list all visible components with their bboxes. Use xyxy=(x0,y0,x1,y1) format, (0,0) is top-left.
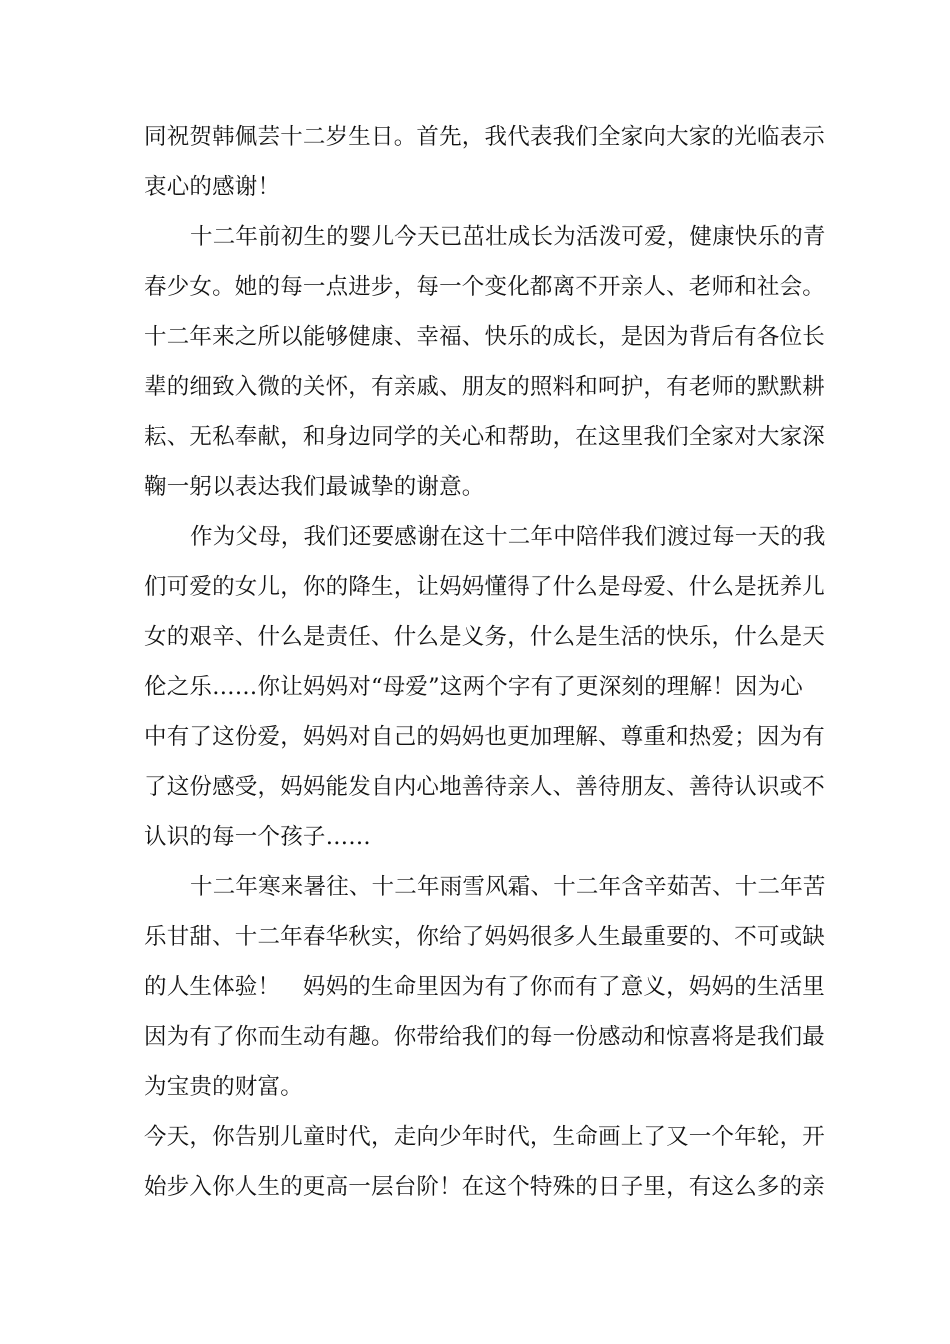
text-line: 十二年前初生的婴儿今天已茁壮成长为活泼可爱，健康快乐的青 xyxy=(190,224,826,250)
text-line: 因为有了你而生动有趣。你带给我们的每一份感动和惊喜将是我们最 xyxy=(144,1024,826,1050)
text-line: 为宝贵的财富。 xyxy=(144,1074,303,1100)
text-line: 春少女。她的每一点进步，每一个变化都离不开亲人、老师和社会。 xyxy=(144,274,826,300)
text-line: 辈的细致入微的关怀，有亲戚、朋友的照料和呵护，有老师的默默耕 xyxy=(144,374,826,400)
text-line: 十二年寒来暑往、十二年雨雪风霜、十二年含辛茹苦、十二年苦 xyxy=(190,874,826,900)
text-line: 伦之乐……你让妈妈对“母爱”这两个字有了更深刻的理解！因为心 xyxy=(144,674,804,700)
text-line: 女的艰辛、什么是责任、什么是义务，什么是生活的快乐，什么是天 xyxy=(144,624,826,650)
text-line: 鞠一躬以表达我们最诚挚的谢意。 xyxy=(144,474,485,500)
text-line: 乐甘甜、十二年春华秋实，你给了妈妈很多人生最重要的、不可或缺 xyxy=(144,924,826,950)
text-line: 作为父母，我们还要感谢在这十二年中陪伴我们渡过每一天的我 xyxy=(190,524,826,550)
text-line: 的人生体验！ 妈妈的生命里因为有了你而有了意义，妈妈的生活里 xyxy=(144,974,826,1000)
text-line: 十二年来之所以能够健康、幸福、快乐的成长，是因为背后有各位长 xyxy=(144,324,826,350)
text-line: 们可爱的女儿，你的降生，让妈妈懂得了什么是母爱、什么是抚养儿 xyxy=(144,574,826,600)
text-line: 了这份感受，妈妈能发自内心地善待亲人、善待朋友、善待认识或不 xyxy=(144,774,826,800)
text-line: 始步入你人生的更高一层台阶！在这个特殊的日子里，有这么多的亲 xyxy=(144,1174,826,1200)
text-line: 中有了这份爱，妈妈对自己的妈妈也更加理解、尊重和热爱；因为有 xyxy=(144,724,826,750)
text-line: 耘、无私奉献，和身边同学的关心和帮助，在这里我们全家对大家深 xyxy=(144,424,826,450)
text-line: 认识的每一个孩子…… xyxy=(144,824,372,850)
text-line: 衷心的感谢！ xyxy=(144,174,281,200)
text-line: 同祝贺韩佩芸十二岁生日。首先，我代表我们全家向大家的光临表示 xyxy=(144,124,826,150)
text-line: 今天，你告别儿童时代，走向少年时代，生命画上了又一个年轮，开 xyxy=(144,1124,826,1150)
